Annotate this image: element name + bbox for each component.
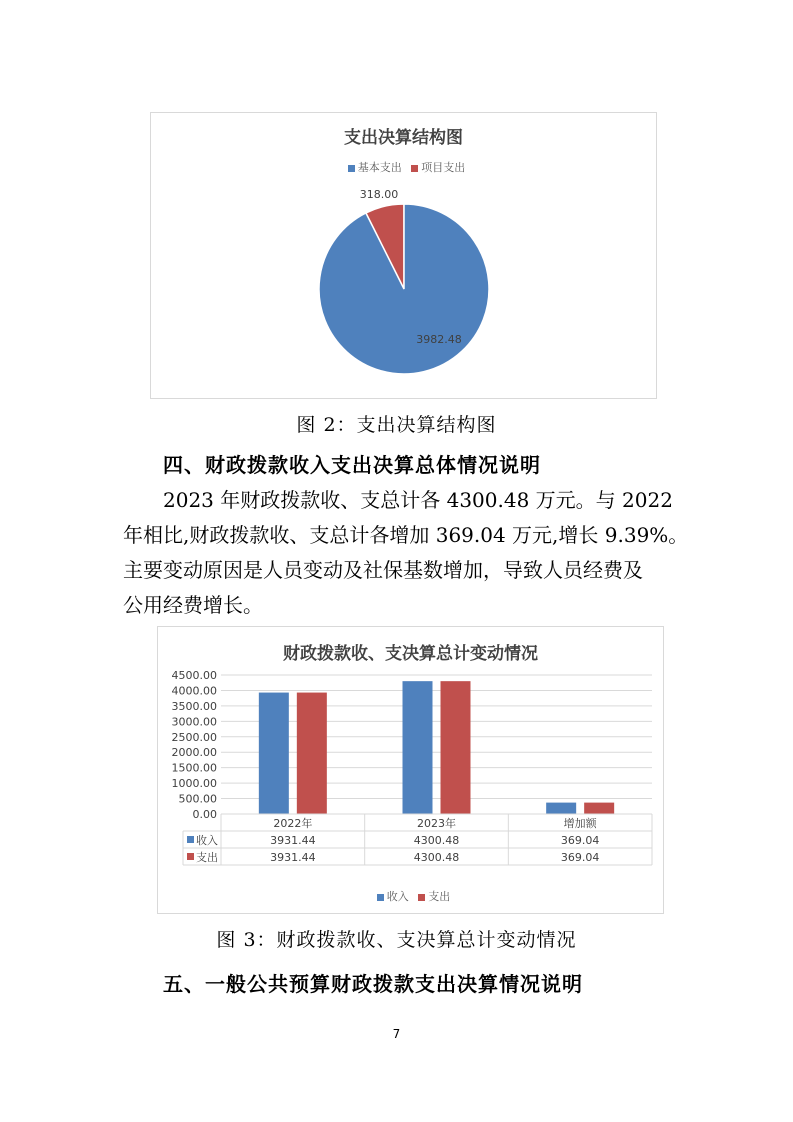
- y-tick-label: 0.00: [192, 808, 217, 821]
- figure2-caption: 图 2：支出决算结构图: [296, 414, 497, 436]
- table-cell-value: 4300.48: [413, 851, 460, 864]
- pie-chart-svg: [151, 113, 656, 398]
- y-tick-label: 2000.00: [171, 746, 217, 760]
- legend-label-income: 收入: [386, 890, 409, 903]
- bar-expense-1: [441, 681, 471, 814]
- y-tick-label: 1500.00: [171, 761, 217, 775]
- table-legend-swatch: [187, 853, 194, 860]
- x-category-label: 2023年: [417, 817, 456, 830]
- bar-chart-box: [157, 626, 664, 914]
- legend-swatch-income: [377, 894, 384, 901]
- paragraph-line-2: 年相比,财政拨款收、支总计各增加 369.04 万元,增长 9.39%。: [123, 523, 689, 547]
- paragraph-line-3: 主要变动原因是人员变动及社保基数增加，导致人员经费及: [123, 558, 643, 582]
- bar-income-2: [546, 803, 576, 814]
- legend-label-project: 项目支出: [421, 161, 466, 174]
- legend-label-expense: 支出: [428, 890, 451, 903]
- section5-heading: 五、一般公共预算财政拨款支出决算情况说明: [163, 972, 583, 996]
- pie-label-project: 318.00: [359, 188, 399, 201]
- bar-chart-svg: [158, 627, 663, 913]
- y-tick-label: 4000.00: [171, 684, 217, 698]
- table-cell-value: 369.04: [560, 834, 600, 847]
- bar-income-0: [259, 693, 289, 814]
- legend-swatch-expense: [418, 894, 425, 901]
- y-tick-label: 3500.00: [171, 699, 217, 713]
- pie-slice-basic: [319, 204, 489, 374]
- y-tick-label: 1000.00: [171, 777, 217, 791]
- bar-expense-0: [297, 693, 327, 814]
- table-legend-swatch: [187, 836, 194, 843]
- x-category-label: 2022年: [273, 817, 313, 830]
- y-tick-label: 2500.00: [171, 730, 217, 744]
- page-number: 7: [392, 1027, 401, 1041]
- bar-income-1: [403, 681, 433, 814]
- pie-chart-title: 支出决算结构图: [344, 128, 463, 148]
- y-tick-label: 4500.00: [171, 669, 217, 682]
- pie-chart-box: [150, 112, 657, 399]
- table-cell-value: 3931.44: [270, 851, 316, 864]
- bar-expense-2: [584, 803, 614, 814]
- bar-chart-title: 财政拨款收、支决算总计变动情况: [283, 644, 538, 664]
- bar-chart-legend: [158, 888, 663, 904]
- legend-label-basic: 基本支出: [357, 161, 402, 174]
- y-tick-label: 3000.00: [171, 715, 217, 729]
- table-cell-value: 4300.48: [413, 834, 460, 847]
- pie-label-basic: 3982.48: [416, 333, 462, 346]
- table-cell-value: 3931.44: [270, 834, 316, 847]
- section4-paragraph: [123, 483, 689, 623]
- x-category-label: 增加额: [563, 817, 597, 830]
- section4-heading: 四、财政拨款收入支出决算总体情况说明: [163, 453, 541, 477]
- table-series-name: 收入: [196, 834, 218, 847]
- paragraph-line-4: 公用经费增长。: [123, 593, 263, 617]
- table-series-name: 支出: [196, 851, 218, 864]
- figure3-caption: 图 3：财政拨款收、支决算总计变动情况: [216, 929, 577, 951]
- paragraph-line-1: 2023 年财政拨款收、支总计各 4300.48 万元。与 2022: [163, 488, 673, 512]
- table-cell-value: 369.04: [560, 851, 600, 864]
- y-tick-label: 500.00: [178, 792, 217, 806]
